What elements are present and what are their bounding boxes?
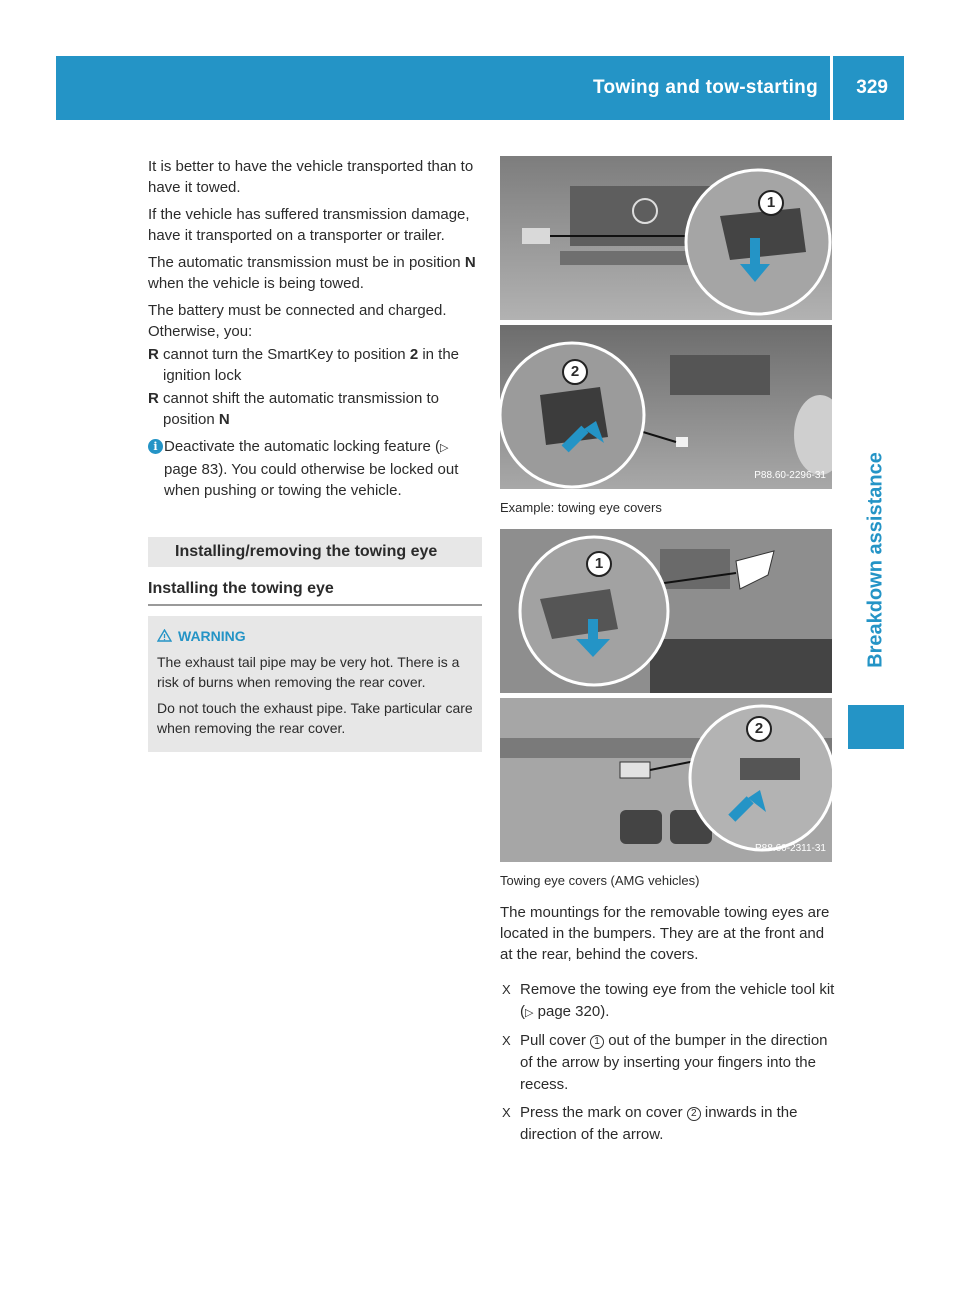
step-remove-towing-eye: X Remove the towing eye from the vehicle tool kit (▷ page 320). <box>502 981 835 1020</box>
info-icon: i <box>148 439 163 454</box>
figure-code: P88.60-2296-31 <box>754 470 826 481</box>
paragraph-transmission-damage: If the vehicle has suffered transmission damage, have it transported on a transporter or trailer. <box>148 206 470 244</box>
callout-2-ref: 2 <box>687 1107 701 1121</box>
paragraph-transport: It is better to have the vehicle transported than to have it towed. <box>148 158 474 196</box>
warning-box <box>148 616 482 752</box>
page-ref-icon: ▷ <box>439 442 449 454</box>
paragraph-mountings: The mountings for the removable towing eyes are located in the bumpers. They are at the front and at the rear, behind the covers. <box>500 904 830 963</box>
paragraph-position-n: The automatic transmission must be in position N when the vehicle is being towed. <box>148 254 476 292</box>
warning-title: WARNING <box>157 626 474 646</box>
header-bar <box>56 56 904 120</box>
step-marker: X <box>502 1033 511 1048</box>
section-heading: Installing/removing the towing eye <box>148 537 482 567</box>
figure-caption: Example: towing eye covers <box>500 500 662 515</box>
header-divider <box>830 56 833 120</box>
left-column <box>148 156 482 752</box>
step-pull-cover: X Pull cover 1 out of the bumper in the direction of the arrow by inserting your fingers into the recess. <box>502 1032 828 1093</box>
side-tab <box>862 440 890 680</box>
page-number: 329 <box>856 77 888 98</box>
callout-2-badge: 2 <box>562 359 588 385</box>
right-column <box>500 156 836 1152</box>
figure-caption: Towing eye covers (AMG vehicles) <box>500 873 700 888</box>
warning-text-2: Do not touch the exhaust pipe. Take particular care when removing the rear cover. <box>157 700 473 736</box>
front-bumper-side-photo <box>500 325 832 489</box>
warning-text-1: The exhaust tail pipe may be very hot. There is a risk of burns when removing the rear cover. <box>157 654 460 690</box>
bullet-marker: R <box>148 346 159 363</box>
callout-1-badge: 1 <box>586 551 612 577</box>
step-press-mark: X Press the mark on cover 2 inwards in the direction of the arrow. <box>502 1104 798 1143</box>
list-item: R cannot shift the automatic transmission to position N <box>148 390 439 428</box>
paragraph-battery: The battery must be connected and charged. Otherwise, you: <box>148 302 447 340</box>
step-marker: X <box>502 1105 511 1120</box>
side-tab-marker <box>848 705 904 749</box>
side-tab-label: Breakdown assistance <box>864 452 887 668</box>
callout-2-badge: 2 <box>746 716 772 742</box>
list-item: R cannot turn the SmartKey to position 2 in the ignition lock <box>148 346 460 384</box>
amg-rear-bumper-photo <box>500 698 832 862</box>
figure-code: P88.60-2311-31 <box>755 843 826 854</box>
warning-triangle-icon <box>157 629 172 642</box>
info-note: i Deactivate the automatic locking feature (▷ page 83). You could otherwise be locked out when pushing or towing the vehicle. <box>148 436 482 501</box>
bullet-marker: R <box>148 390 159 407</box>
sub-heading: Installing the towing eye <box>148 578 482 606</box>
callout-1-badge: 1 <box>758 190 784 216</box>
front-bumper-photo <box>500 156 832 320</box>
page-section-title: Towing and tow-starting <box>592 77 818 98</box>
callout-1-ref: 1 <box>590 1035 604 1049</box>
page-ref-icon: ▷ <box>525 1007 534 1019</box>
step-marker: X <box>502 982 511 997</box>
amg-front-bumper-photo <box>500 529 832 693</box>
